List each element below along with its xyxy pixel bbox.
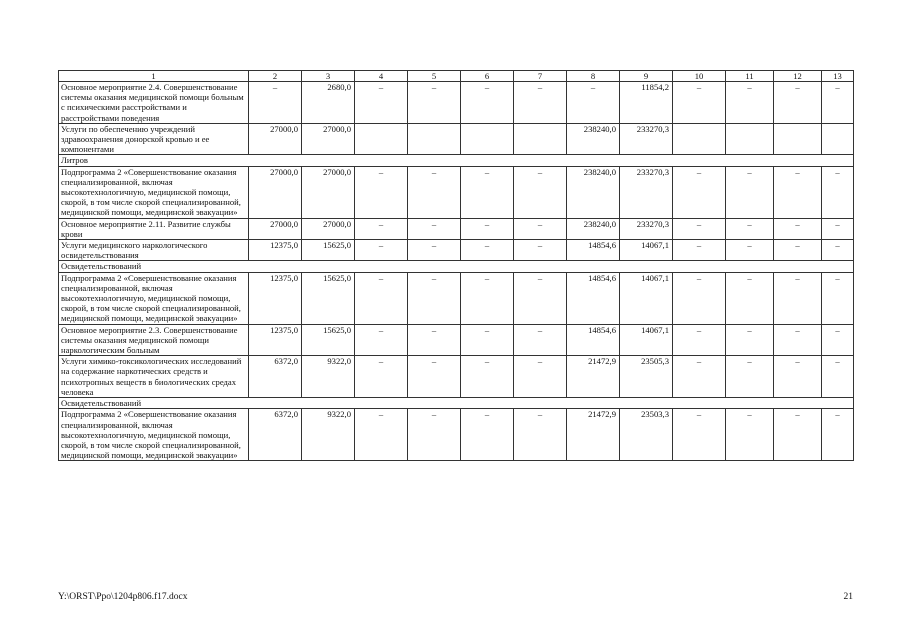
table-cell: – <box>673 218 726 239</box>
table-row <box>59 218 854 239</box>
table-cell <box>726 123 774 155</box>
table-cell: 12375,0 <box>249 240 302 261</box>
table-cell: – <box>514 409 567 461</box>
table-cell: 12375,0 <box>249 324 302 356</box>
table-cell: 14854,6 <box>567 240 620 261</box>
table-cell: – <box>461 218 514 239</box>
table-cell: 9322,0 <box>302 356 355 398</box>
column-header: 1 <box>59 71 249 82</box>
table-cell: – <box>673 166 726 218</box>
table-cell: – <box>355 272 408 324</box>
table-row <box>59 324 854 356</box>
unit-row <box>59 261 854 272</box>
table-cell <box>514 123 567 155</box>
table-cell: – <box>567 82 620 124</box>
column-header: 3 <box>302 71 355 82</box>
row-label: Основное мероприятие 2.11. Развитие службы крови <box>59 218 249 239</box>
table-cell: – <box>726 82 774 124</box>
table-cell: 27000,0 <box>302 166 355 218</box>
file-path: Y:\ORST\Ppo\1204p806.f17.docx <box>58 592 188 602</box>
table-cell: 14067,1 <box>620 324 673 356</box>
table-cell: – <box>726 166 774 218</box>
table-cell: 27000,0 <box>302 218 355 239</box>
unit-label: Освидетельствований <box>59 261 854 272</box>
table-row <box>59 356 854 398</box>
table-cell: 14854,6 <box>567 324 620 356</box>
unit-label: Литров <box>59 155 854 166</box>
table-cell: – <box>726 356 774 398</box>
unit-row <box>59 398 854 409</box>
table-cell: – <box>726 272 774 324</box>
table-cell: – <box>461 409 514 461</box>
table-row <box>59 272 854 324</box>
table-cell: – <box>514 166 567 218</box>
row-label: Основное мероприятие 2.4. Совершенствование системы оказания медицинской помощи больным с психическими расстройствами и расстройствами поведения <box>59 82 249 124</box>
table-cell: 233270,3 <box>620 166 673 218</box>
table-cell <box>461 123 514 155</box>
table-cell: 238240,0 <box>567 218 620 239</box>
table-cell: 15625,0 <box>302 272 355 324</box>
table-cell: – <box>774 240 822 261</box>
table-cell: – <box>514 356 567 398</box>
column-header: 13 <box>822 71 854 82</box>
table-cell: – <box>673 356 726 398</box>
table-cell <box>822 123 854 155</box>
row-label: Основное мероприятие 2.3. Совершенствование системы оказания медицинской помощи наркологическим больным <box>59 324 249 356</box>
table-cell: – <box>355 409 408 461</box>
table-cell: – <box>673 82 726 124</box>
page-number: 21 <box>843 592 853 602</box>
column-header: 6 <box>461 71 514 82</box>
table-cell: – <box>461 272 514 324</box>
data-table <box>58 70 854 461</box>
table-cell: – <box>774 324 822 356</box>
table-cell: – <box>514 324 567 356</box>
table-cell: – <box>461 166 514 218</box>
header-row <box>59 71 854 82</box>
row-label: Подпрограмма 2 «Совершенствование оказания специализированной, включая высокотехнологичную, медицинской помощи, скорой, в том числе скорой специализированной, медицинской помощи, медицинской эвакуации» <box>59 272 249 324</box>
table-cell: – <box>408 356 461 398</box>
table-cell: – <box>514 218 567 239</box>
table-cell: – <box>774 166 822 218</box>
column-header: 4 <box>355 71 408 82</box>
table-cell: – <box>726 324 774 356</box>
table-cell: – <box>774 218 822 239</box>
table-cell: – <box>726 409 774 461</box>
table-cell: – <box>355 356 408 398</box>
table-cell: – <box>822 324 854 356</box>
row-label: Услуги по обеспечению учреждений здравоохранения донорской кровью и ее компонентами <box>59 123 249 155</box>
table-cell: 27000,0 <box>249 123 302 155</box>
table-cell: – <box>822 240 854 261</box>
table-cell: 14854,6 <box>567 272 620 324</box>
table-cell: – <box>461 240 514 261</box>
table-cell: 6372,0 <box>249 409 302 461</box>
table-cell: – <box>514 82 567 124</box>
table-row <box>59 82 854 124</box>
table-cell: – <box>726 240 774 261</box>
table-cell: – <box>408 324 461 356</box>
table-cell: – <box>408 218 461 239</box>
table-cell: – <box>408 166 461 218</box>
table-cell: – <box>408 272 461 324</box>
table-cell: 238240,0 <box>567 166 620 218</box>
table-cell: – <box>774 272 822 324</box>
table-cell: 15625,0 <box>302 324 355 356</box>
table-cell <box>408 123 461 155</box>
table-cell: – <box>822 218 854 239</box>
table-cell: – <box>355 82 408 124</box>
table-cell: – <box>461 324 514 356</box>
table-cell: – <box>774 356 822 398</box>
table-cell: – <box>408 82 461 124</box>
table-cell: 27000,0 <box>249 166 302 218</box>
column-header: 11 <box>726 71 774 82</box>
table-cell: – <box>461 356 514 398</box>
table-cell: 14067,1 <box>620 272 673 324</box>
table-cell: – <box>514 240 567 261</box>
table-cell: 14067,1 <box>620 240 673 261</box>
table-cell <box>355 123 408 155</box>
table-cell: – <box>355 240 408 261</box>
table-row <box>59 123 854 155</box>
table-cell: – <box>673 324 726 356</box>
table-cell: 233270,3 <box>620 218 673 239</box>
table-cell <box>673 123 726 155</box>
table-cell: – <box>726 218 774 239</box>
table-cell: – <box>673 409 726 461</box>
table-cell: 27000,0 <box>249 218 302 239</box>
column-header: 2 <box>249 71 302 82</box>
table-cell: 21472,9 <box>567 409 620 461</box>
table-row <box>59 240 854 261</box>
table-cell: – <box>461 82 514 124</box>
row-label: Подпрограмма 2 «Совершенствование оказания специализированной, включая высокотехнологичную, медицинской помощи, скорой, в том числе скорой специализированной, медицинской помощи, медицинской эвакуации» <box>59 166 249 218</box>
table-cell: – <box>408 240 461 261</box>
unit-row <box>59 155 854 166</box>
table-cell: 21472,9 <box>567 356 620 398</box>
column-header: 5 <box>408 71 461 82</box>
table-cell: – <box>822 356 854 398</box>
table-cell: 27000,0 <box>302 123 355 155</box>
table-cell: 23503,3 <box>620 409 673 461</box>
column-header: 10 <box>673 71 726 82</box>
column-header: 8 <box>567 71 620 82</box>
table-cell: 11854,2 <box>620 82 673 124</box>
table-cell: – <box>408 409 461 461</box>
table-cell: – <box>249 82 302 124</box>
table-cell: – <box>355 166 408 218</box>
table-cell: 6372,0 <box>249 356 302 398</box>
table-cell: 12375,0 <box>249 272 302 324</box>
table-cell: – <box>822 166 854 218</box>
table-cell: – <box>355 324 408 356</box>
table-cell: – <box>774 82 822 124</box>
table-cell: – <box>673 240 726 261</box>
table-row <box>59 166 854 218</box>
table-cell: 238240,0 <box>567 123 620 155</box>
table-cell: – <box>355 218 408 239</box>
row-label: Услуги химико-токсикологических исследований на содержание наркотических средств и психотропных веществ в биологических средах человека <box>59 356 249 398</box>
table-cell: 233270,3 <box>620 123 673 155</box>
unit-label: Освидетельствований <box>59 398 854 409</box>
table-cell: – <box>774 409 822 461</box>
table-cell: – <box>673 272 726 324</box>
table-body <box>59 82 854 461</box>
table-cell: – <box>514 272 567 324</box>
table-cell: 23505,3 <box>620 356 673 398</box>
table-cell: 15625,0 <box>302 240 355 261</box>
table-cell: 2680,0 <box>302 82 355 124</box>
table-cell: – <box>822 82 854 124</box>
column-header: 12 <box>774 71 822 82</box>
table-cell <box>774 123 822 155</box>
row-label: Услуги медицинского наркологического освидетельствования <box>59 240 249 261</box>
table-row <box>59 409 854 461</box>
column-header: 7 <box>514 71 567 82</box>
table-cell: – <box>822 409 854 461</box>
table-cell: 9322,0 <box>302 409 355 461</box>
table-cell: – <box>822 272 854 324</box>
row-label: Подпрограмма 2 «Совершенствование оказания специализированной, включая высокотехнологичную, медицинской помощи, скорой, в том числе скорой специализированной, медицинской помощи, медицинской эвакуации» <box>59 409 249 461</box>
column-header: 9 <box>620 71 673 82</box>
